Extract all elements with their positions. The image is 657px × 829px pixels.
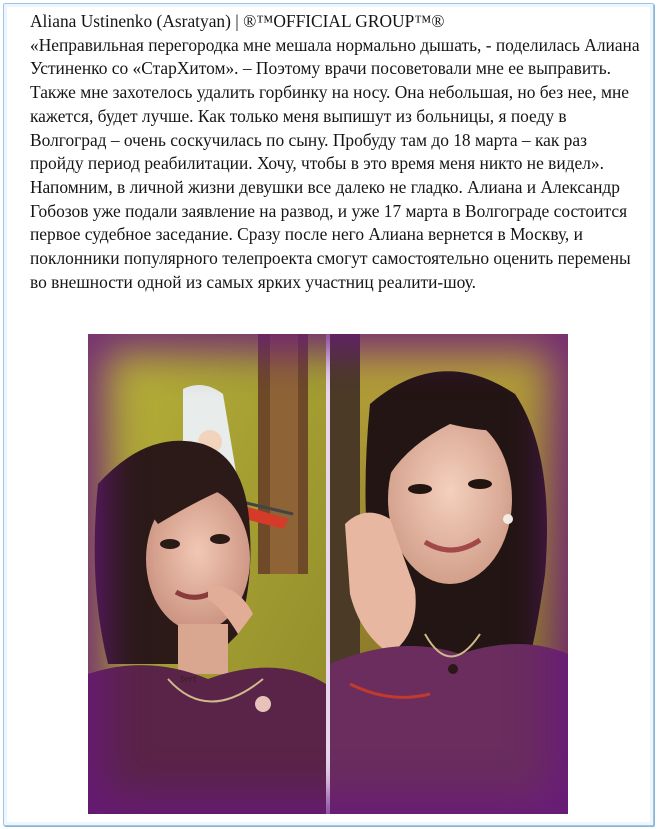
post xyxy=(30,10,642,294)
post-paragraph-1: «Неправильная перегородка мне мешала нормально дышать, - поделилась Алиана Устиненко со «СтарХитом». – Поэтому врачи посоветовали мне ее выправить. Также мне захотелось удалить горбинку на носу. Она небольшая, но без нее, мне кажется, будет лучше. Как только меня выпишут из больницы, я поеду в Волгоград – очень соскучилась по сыну. Пробуду там до 18 марта – как раз пройду период реабилитации. Хочу, чтобы в это время меня никто не видел». xyxy=(30,34,640,174)
right-photo xyxy=(330,334,568,814)
tattoo-text: bert xyxy=(180,674,197,685)
post-body xyxy=(30,34,642,295)
left-photo xyxy=(88,334,326,814)
post-header: Aliana Ustinenko (Asratyan) | ®™OFFICIAL GROUP™® xyxy=(30,11,445,31)
post-photo-collage[interactable] xyxy=(88,334,568,814)
right-photo-illustration xyxy=(330,334,568,814)
post-paragraph-2: Напомним, в личной жизни девушки все далеко не гладко. Алиана и Александр Гобозов уже подали заявление на развод, и уже 17 марта в Волгограде состоится первое судебное заседание. Сразу после него Алиана вернется в Москву, и поклонники популярного телепроекта смогут самостоятельно оценить перемены во внешности одной из самых ярких участниц реалити-шоу. xyxy=(30,176,631,292)
left-photo-illustration xyxy=(88,334,326,814)
